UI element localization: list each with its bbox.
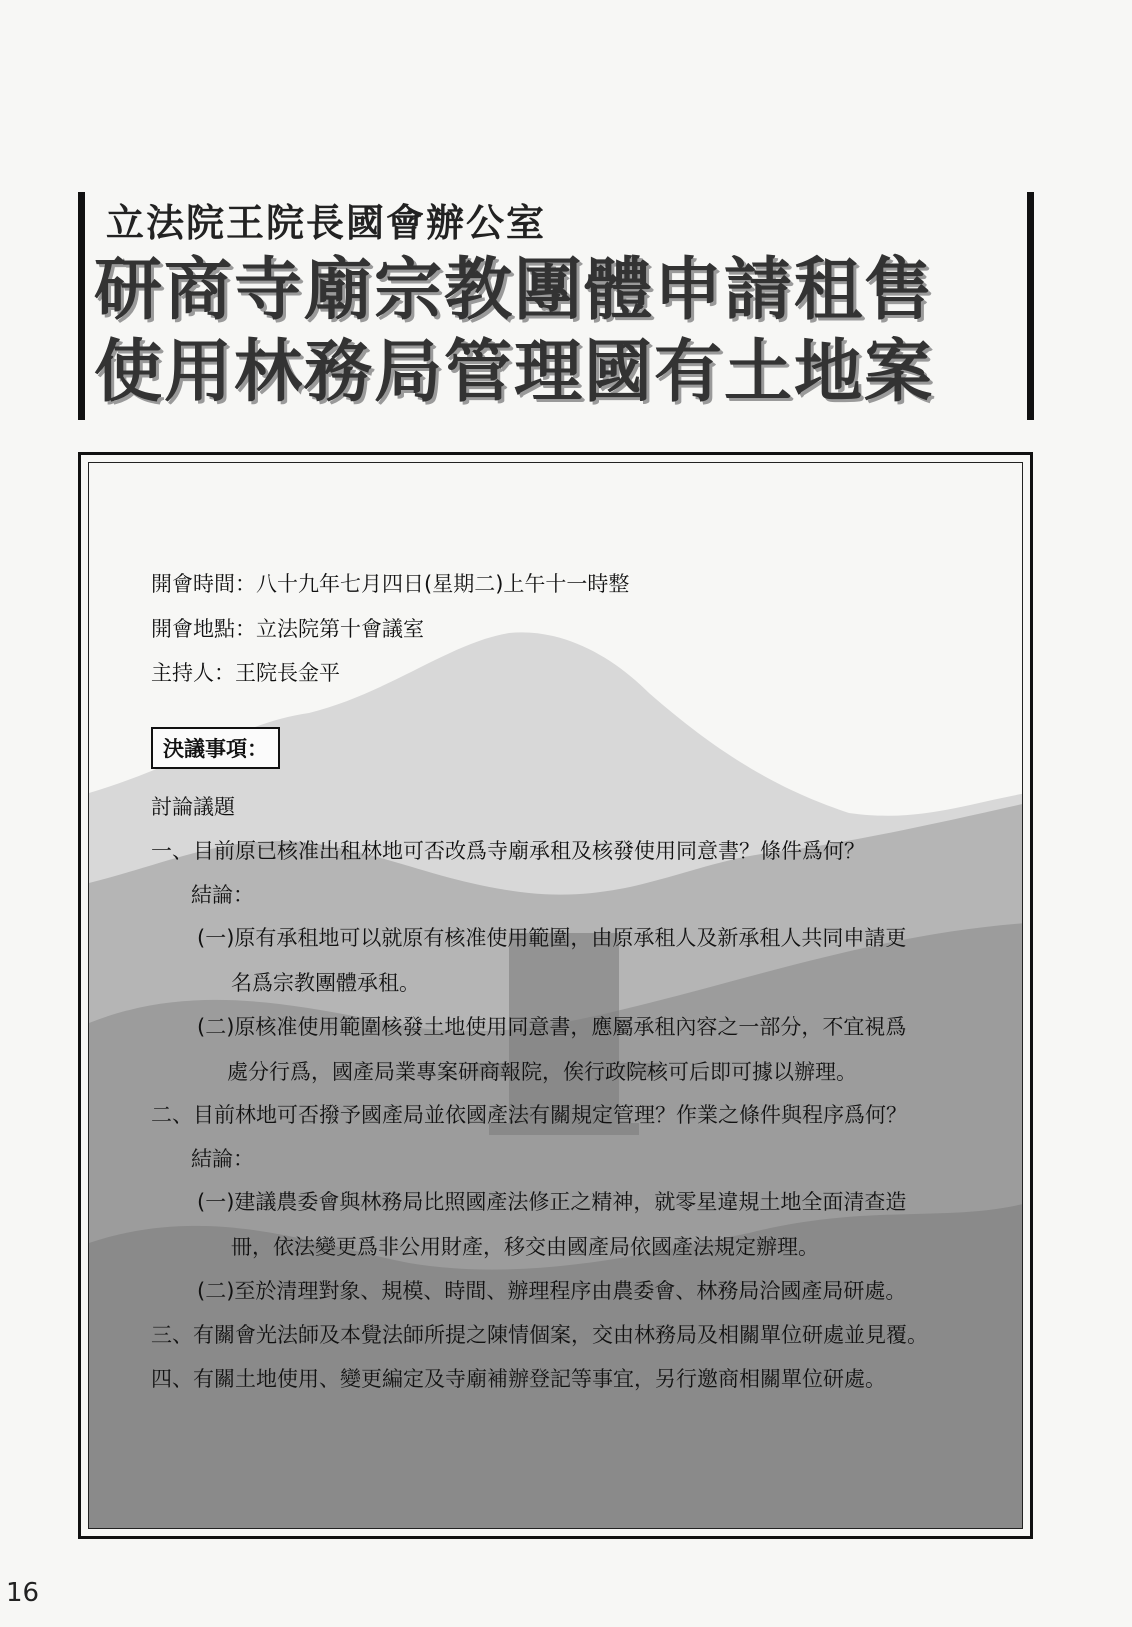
office-name: 立法院王院長國會辦公室 <box>106 201 547 245</box>
item-3: 三、有關會光法師及本覺法師所提之陳情個案，交由林務局及相關單位研處並見覆。 <box>151 1323 928 1347</box>
item-2-sub-1-cont: 冊，依法變更爲非公用財產，移交由國產局依國產法規定辦理。 <box>231 1235 819 1259</box>
item-2: 二、目前林地可否撥予國產局並依國產法有關規定管理？作業之條件與程序爲何？ <box>151 1103 907 1127</box>
title-bar-right <box>1027 192 1034 420</box>
item-1-sub-2: (二)原核准使用範圍核發土地使用同意書，應屬承租內容之一部分，不宜視爲 <box>197 1015 907 1039</box>
item-4: 四、有關土地使用、變更編定及寺廟補辦登記等事宜，另行邀商相關單位研處。 <box>151 1367 886 1391</box>
item-2-sub-1: (一)建議農委會與林務局比照國產法修正之精神，就零星違規土地全面清查造 <box>197 1190 907 1214</box>
meeting-chair: 主持人：王院長金平 <box>151 661 340 685</box>
item-2-sub-2: (二)至於清理對象、規模、時間、辦理程序由農委會、林務局洽國產局研處。 <box>197 1279 907 1303</box>
item-1-sub-2-cont: 處分行爲，國產局業專案研商報院，俟行政院核可后即可據以辦理。 <box>227 1060 857 1084</box>
item-1-sub-1-cont: 名爲宗教團體承租。 <box>231 971 420 995</box>
main-title <box>94 250 934 414</box>
title-line-1: 研商寺廟宗教團體申請租售 <box>94 251 935 330</box>
page-number: 16 <box>6 1578 40 1608</box>
meeting-time: 開會時間：八十九年七月四日(星期二)上午十一時整 <box>151 572 630 596</box>
meeting-location: 開會地點：立法院第十會議室 <box>151 617 424 641</box>
item-1-sub-1: (一)原有承租地可以就原有核准使用範圍，由原承租人及新承租人共同申請更 <box>197 926 907 950</box>
conclusion-2: 結論： <box>191 1147 254 1171</box>
resolutions-badge: 決議事項： <box>151 727 280 769</box>
title-block <box>78 192 1034 420</box>
minutes-frame <box>78 452 1033 1539</box>
topic-heading: 討論議題 <box>151 795 235 819</box>
item-1: 一、目前原已核准出租林地可否改爲寺廟承租及核發使用同意書？條件爲何？ <box>151 839 865 863</box>
conclusion-1: 結論： <box>191 883 254 907</box>
minutes-inner-frame <box>88 462 1023 1529</box>
title-bar-left <box>78 192 85 420</box>
title-line-2: 使用林務局管理國有土地案 <box>94 333 935 412</box>
